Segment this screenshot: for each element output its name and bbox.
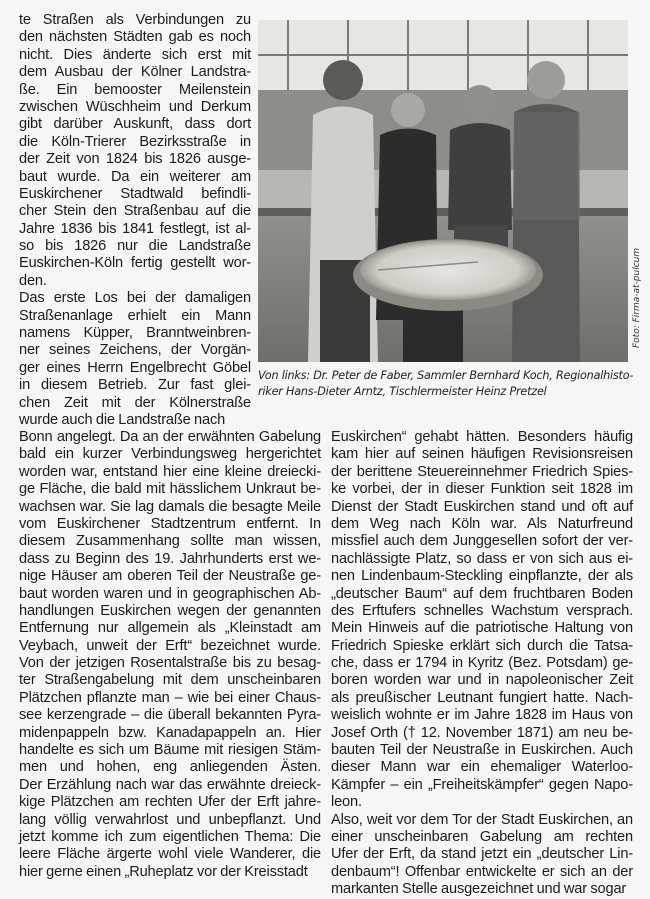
text-line: nicht. Dies änderte sich erst mit (19, 46, 251, 63)
text-line: ge Fläche, die bald mit hässlichem Unkraut be- (19, 481, 321, 498)
text-line: Jahre 1836 bis 1841 festlegt, ist al- (19, 220, 251, 237)
text-line: te Straßen als Verbindungen zu (19, 12, 251, 28)
article-column-right (331, 429, 633, 899)
text-line: handlungen Euskirchen wegen der genannten (19, 602, 321, 619)
photo-caption (258, 368, 638, 400)
text-line: see kerzengrade – die überall bekannten Pyra- (19, 707, 321, 724)
article-column-left (19, 429, 321, 881)
text-line: dem Weg nach Köln war. Als Naturfreund (331, 515, 633, 532)
text-line: hier gerne einen „Ruheplatz vor der Kreisstadt (19, 863, 308, 880)
text-line: nachlässigte Platz, so dass er von sich aus ei- (331, 550, 633, 567)
text-line: gibt darüber Auskunft, dass dort (19, 116, 251, 133)
text-line: baut worden waren und in geographischen Ab- (19, 585, 321, 602)
text-line: wachsen war. Sie lag damals die besagte Meile (19, 498, 321, 515)
text-line: Euskirchen“ gehabt hätten. Besonders häufig (331, 429, 633, 445)
text-line: baut wurde. Da ein weiterer am (19, 168, 251, 185)
text-line: Dienst der Stadt Euskirchen stand und oft auf (331, 498, 633, 515)
text-line: chen Zeit mit der Kölnerstraße (19, 394, 251, 411)
text-line: Bonn angelegt. Da an der erwähnten Gabelung (19, 429, 321, 445)
text-line: ße. Ein bemooster Meilenstein (19, 81, 251, 98)
text-line: den nächsten Städten gab es noch (19, 29, 251, 46)
text-line: ke vorbei, der in dieser Funktion seit 1828 im (331, 481, 633, 498)
text-line: des Erftufers schnelles Wachstum versprach. (331, 602, 633, 619)
text-line: Das erste Los bei der damaligen (19, 290, 251, 307)
text-line: lang völlig verwahrlost und unbepflanzt. Und (19, 811, 321, 828)
text-line: dass zu Beginn des 19. Jahrhunderts erst we- (19, 550, 321, 567)
text-line: Von der jetzigen Rosentalstraße bis zu besag- (19, 655, 321, 672)
text-line: ger eines Herrn Engelbrecht Göbel (19, 359, 251, 376)
text-line: Plätzchen pflanzte man – wie bei einer Chaus- (19, 689, 321, 706)
text-line: bauten Teil der Neustraße in Euskirchen. Auch (331, 742, 633, 759)
text-line: denbaum“! Offenbar entwickelte er sich an der (331, 863, 633, 880)
workshop-photo-illustration (258, 20, 628, 362)
text-line: weislich wohnte er im Jahre 1828 im Haus von (331, 707, 633, 724)
text-line: jetzt komme ich zum eigentlichen Thema: Die (19, 828, 321, 845)
text-line: den. (19, 272, 47, 289)
text-line: Also, weit vor dem Tor der Stadt Euskirchen, an (331, 811, 633, 828)
text-line: handelte es sich um Bäume mit riesigen Stäm- (19, 742, 321, 759)
group-photo (258, 20, 628, 362)
text-line: Josef Orth († 12. November 1871) am neu be- (331, 724, 633, 741)
text-line: Entfernung nur allgemein als „Kleinstadt am (19, 620, 321, 637)
text-line: Der Erzählung nach war das erwähnte dreieck- (19, 776, 321, 793)
text-line: ter Straßengabelung mit dem unscheinbaren (19, 672, 321, 689)
caption-line-1: Von links: Dr. Peter de Faber, Sammler Bernhard Koch, Regionalhisto- (258, 369, 634, 382)
text-line: die Köln-Trierer Bezirksstraße in (19, 133, 251, 150)
text-line: ner seines Zeichens, der Vorgän- (19, 342, 251, 359)
text-line: wurde auch die Landstraße nach (19, 411, 226, 428)
text-line: einer unscheinbaren Gabelung am rechten (331, 828, 633, 845)
text-line: Straßenanlage erhielt ein Mann (19, 307, 251, 324)
text-line: Friedrich Spieske erklärt sich durch die Tatsa- (331, 637, 633, 654)
text-line: dem Ausbau der Kölner Landstra- (19, 64, 251, 81)
text-line: als preußischer Leutnant fungiert hatte. Nach- (331, 689, 633, 706)
text-line: Ufer der Erft, da stand jetzt ein „deutscher Lin- (331, 846, 633, 863)
text-line: midenpappeln bzw. Kanadapappeln an. Hier (19, 724, 321, 741)
text-line: nige Häuser am oberen Teil der Neustraße ge- (19, 568, 321, 585)
text-line: diesem Zusammenhang sollte man wissen, (19, 533, 321, 550)
text-line: bald ein kurzer Verbindungsweg hergerichtet (19, 446, 321, 463)
text-line: worden war, entstand hier eine kleine dreiecki- (19, 463, 321, 480)
text-line: Euskirchener Stadtwald befindli- (19, 185, 251, 202)
text-line: so bis 1826 nur die Landstraße (19, 238, 251, 255)
text-line: markanten Stelle ausgezeichnet und war sogar (331, 881, 627, 898)
text-line: boren worden war und in napoleonischer Zeit (331, 672, 633, 689)
text-line: Euskirchen-Köln fertig gestellt wor- (19, 255, 251, 272)
text-line: namens Küpper, Branntweinbren- (19, 325, 251, 342)
text-line: Mein Hinweis auf die patriotische Haltung von (331, 620, 633, 637)
text-line: missfiel auch dem Junggesellen sofort der ver- (331, 533, 633, 550)
text-line: kige Plätzchen am rechten Ufer der Erft jahre- (19, 794, 321, 811)
text-line: kam hier auf seinen häufigen Revisionsreisen (331, 446, 633, 463)
text-line: Kämpfer – ein „Freiheitskämpfer“ gegen Napo- (331, 776, 633, 793)
text-line: „deutscher Baum“ auf dem fruchtbaren Boden (331, 585, 633, 602)
text-line: cher Stein den Straßenbau auf die (19, 203, 251, 220)
text-line: che, dass er 1794 in Kyritz (Bez. Potsdam) ge- (331, 655, 633, 672)
text-line: in diesem Betrieb. Zur fast glei- (19, 377, 251, 394)
text-line: dieser Mann war ein ehemaliger Waterloo- (331, 759, 633, 776)
text-line: Veybach, unweit der Erft“ bezeichnet wurde. (19, 637, 321, 654)
text-line: leere Fläche ärgerte wohl viele Wanderer, die (19, 846, 321, 863)
text-line: nen Lindenbaum-Steckling einpflanzte, der als (331, 568, 633, 585)
text-line: vom Euskirchener Stadtzentrum entfernt. In (19, 515, 321, 532)
article-column-top (19, 12, 251, 429)
photo-credit: Foto: Firma-at-pulcum (632, 247, 642, 348)
text-line: der berittene Steuereinnehmer Friedrich Spies- (331, 463, 633, 480)
text-line: der Zeit von 1824 bis 1826 ausge- (19, 151, 251, 168)
caption-line-2: riker Hans-Dieter Arntz, Tischlermeister Heinz Pretzel (258, 385, 547, 398)
text-line: zwischen Wüschheim und Derkum (19, 98, 251, 115)
text-line: men und hohen, eng anliegenden Ästen. (19, 759, 321, 776)
text-line: leon. (331, 794, 362, 811)
